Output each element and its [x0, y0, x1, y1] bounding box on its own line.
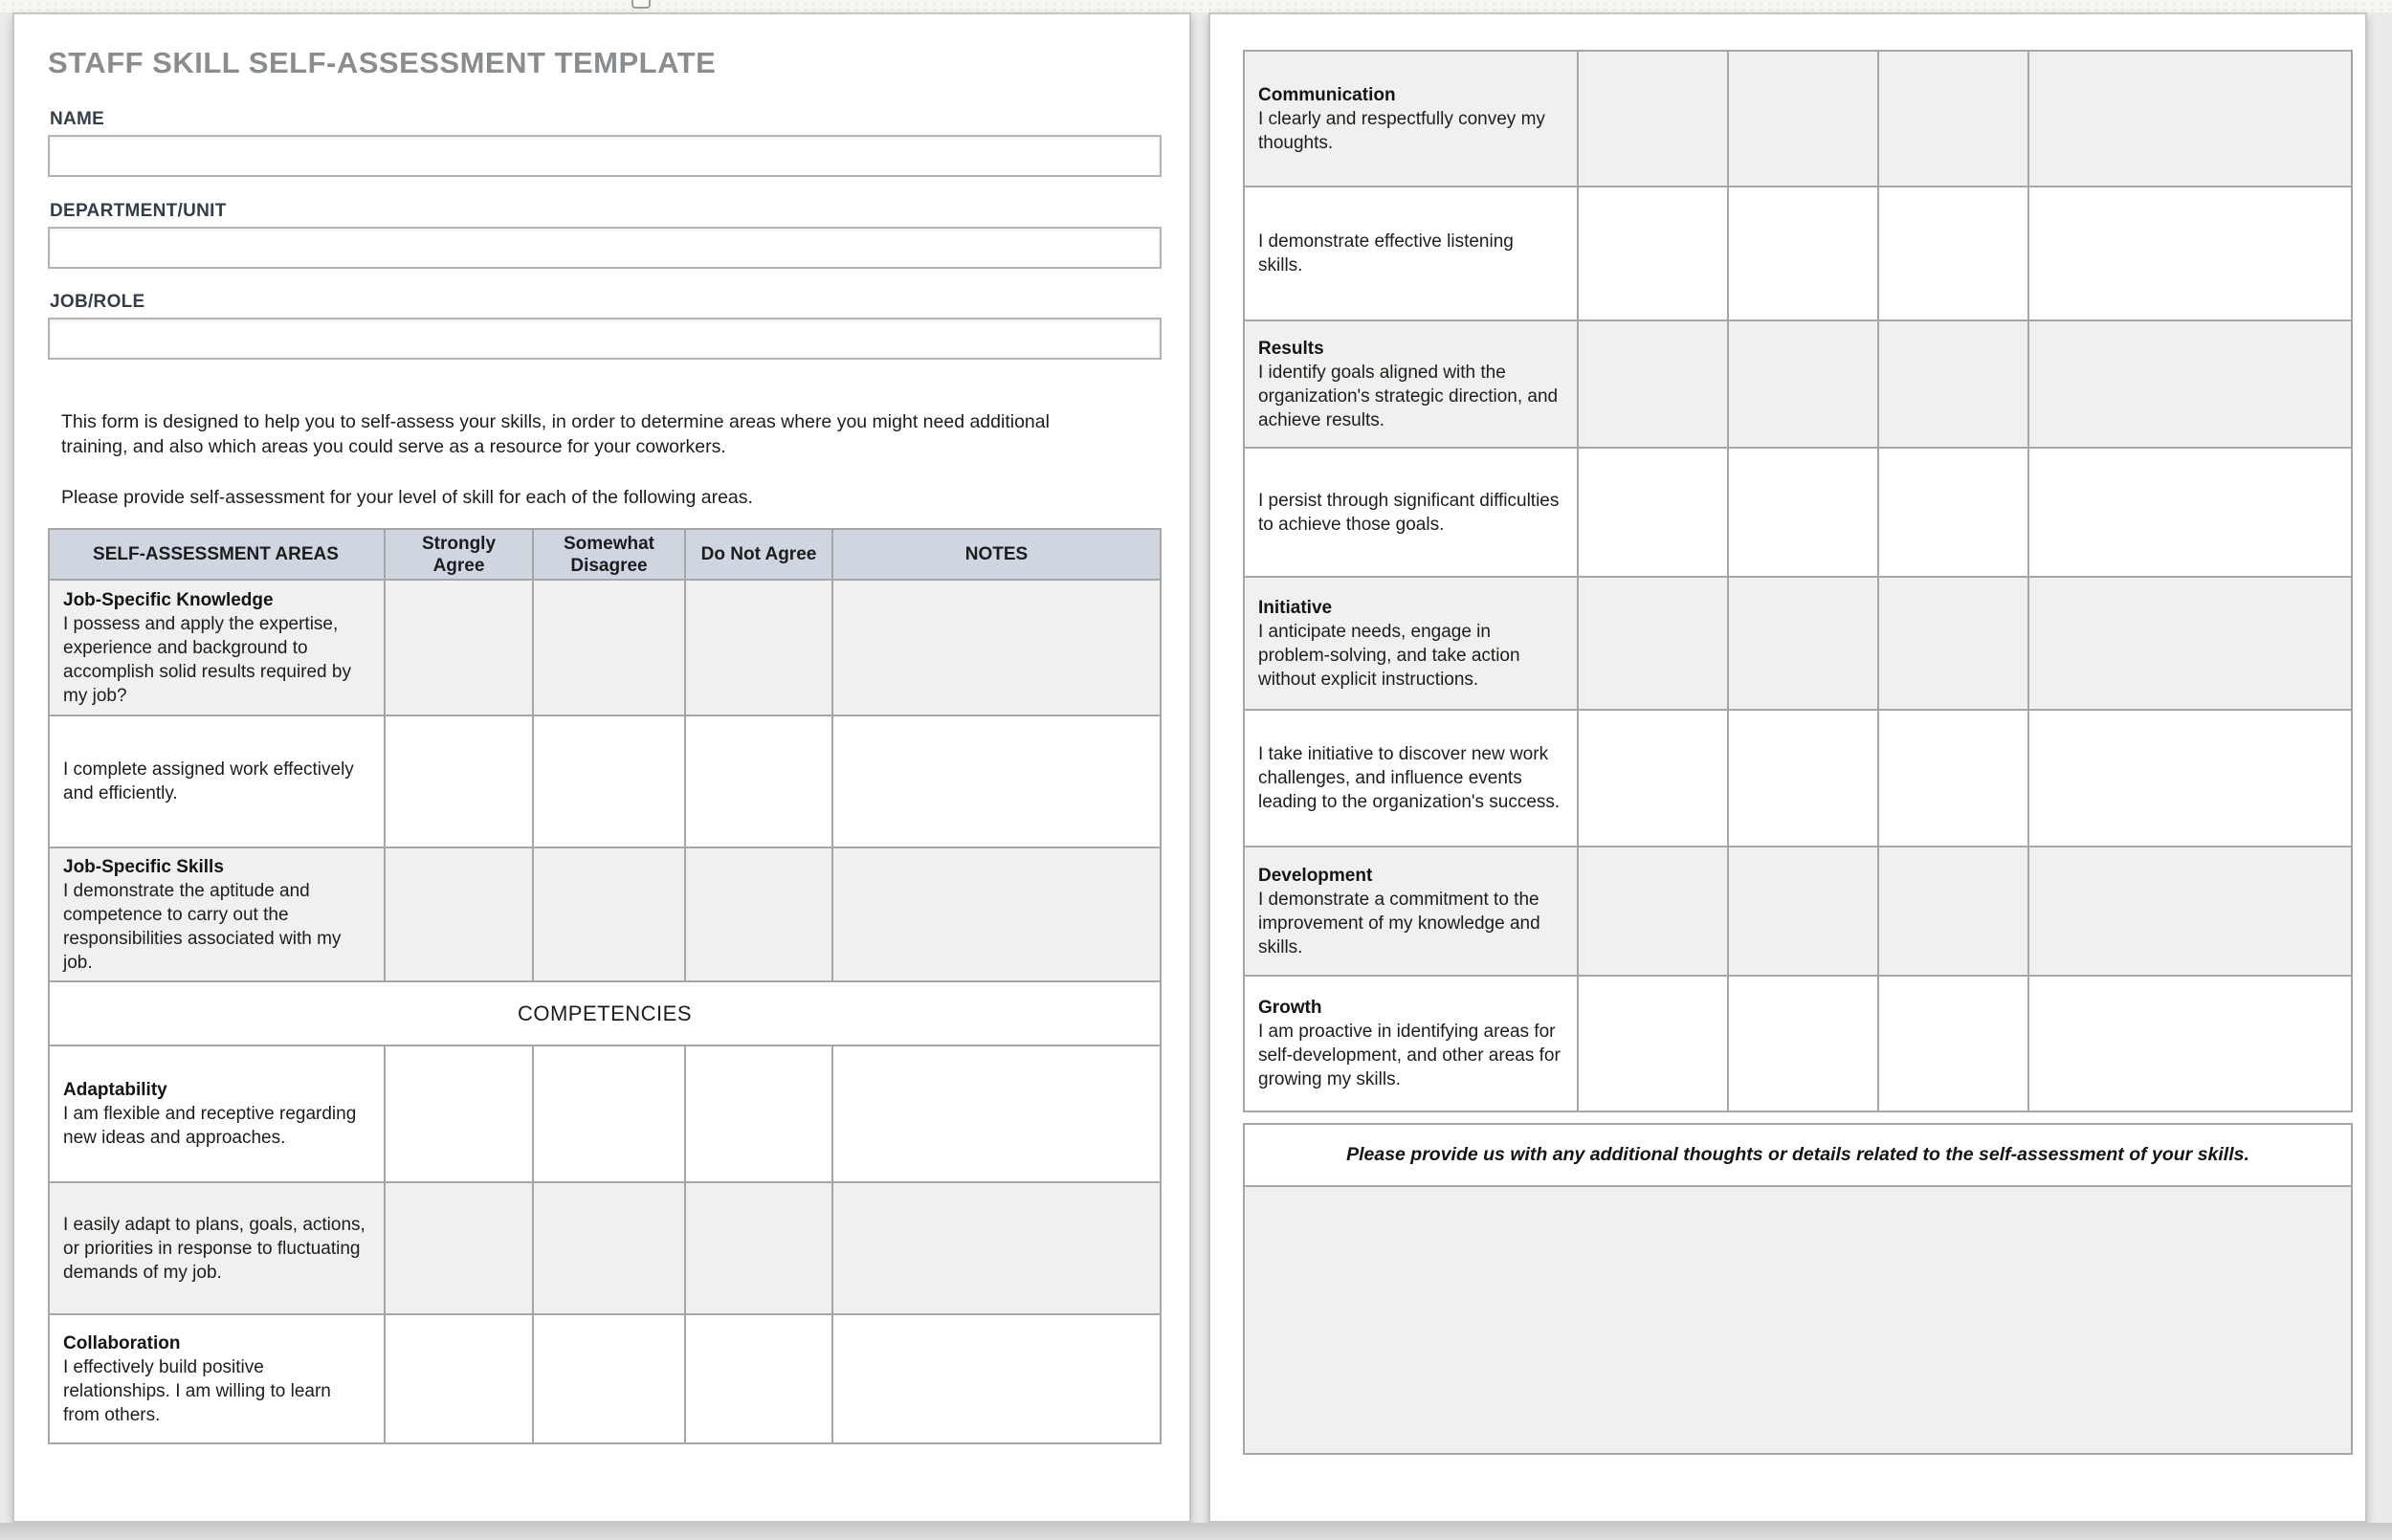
notes-cell[interactable] [2027, 977, 2351, 1111]
assessment-row [1245, 846, 2351, 975]
somewhat-disagree-cell[interactable] [1727, 977, 1877, 1111]
do-not-agree-cell[interactable] [1877, 187, 2027, 319]
notes-cell[interactable] [831, 848, 1160, 980]
job-role-input[interactable] [48, 318, 1162, 360]
header-areas: SELF-ASSESSMENT AREAS [50, 530, 384, 579]
intro-paragraph: This form is designed to help you to self-assess your skills, in order to determine areas where you might need additional training, and also which areas you could serve as a resource for your coworkers. [61, 411, 1050, 457]
area-text: I demonstrate effective listening skills. [1258, 231, 1514, 275]
strongly-agree-cell[interactable] [384, 848, 532, 980]
assessment-area-cell [1245, 711, 1577, 846]
assessment-area-cell [1245, 977, 1577, 1111]
assessment-table [48, 528, 1162, 1444]
strongly-agree-cell[interactable] [1577, 977, 1727, 1111]
notes-cell[interactable] [831, 581, 1160, 715]
header-strongly-agree: Strongly Agree [384, 530, 532, 579]
strongly-agree-cell[interactable] [1577, 711, 1727, 846]
competencies-section-header: COMPETENCIES [517, 1001, 693, 1025]
area-text: I demonstrate the aptitude and competence to carry out the responsibilities associated with my job. [63, 880, 342, 973]
additional-thoughts-prompt-cell [1245, 1125, 2351, 1185]
notes-cell[interactable] [2027, 321, 2351, 447]
somewhat-disagree-cell[interactable] [1727, 187, 1877, 319]
notes-cell[interactable] [2027, 711, 2351, 846]
assessment-row [1245, 447, 2351, 576]
area-title: Results [1258, 338, 1324, 359]
notes-cell[interactable] [831, 716, 1160, 847]
do-not-agree-cell[interactable] [1877, 977, 2027, 1111]
header-notes: NOTES [831, 530, 1160, 579]
assessment-area-cell [1245, 321, 1577, 447]
assessment-row [1245, 319, 2351, 447]
strongly-agree-cell[interactable] [1577, 52, 1727, 186]
do-not-agree-cell[interactable] [684, 1315, 831, 1442]
job-role-label: JOB/ROLE [50, 292, 145, 312]
area-text: I am flexible and receptive regarding new ideas and approaches. [63, 1104, 357, 1148]
assessment-row [50, 1313, 1160, 1442]
notes-cell[interactable] [2027, 847, 2351, 975]
somewhat-disagree-cell[interactable] [532, 1046, 684, 1181]
do-not-agree-cell[interactable] [1877, 711, 2027, 846]
assessment-row [1245, 975, 2351, 1111]
header-somewhat-disagree: Somewhat Disagree [532, 530, 684, 579]
area-title: Initiative [1258, 597, 1333, 618]
somewhat-disagree-cell[interactable] [532, 1183, 684, 1313]
top-strip [0, 0, 2392, 12]
additional-thoughts-textarea[interactable] [1245, 1187, 2351, 1453]
area-text: I take initiative to discover new work challenges, and influence events leading to the organization's success. [1258, 744, 1561, 812]
area-text: I demonstrate a commitment to the improvement of my knowledge and skills. [1258, 889, 1540, 957]
additional-thoughts-prompt: Please provide us with any additional thoughts or details related to the self-assessment of your skills. [1346, 1144, 2249, 1165]
somewhat-disagree-cell[interactable] [532, 716, 684, 847]
document-page-left [12, 12, 1191, 1523]
assessment-area-cell [50, 581, 384, 715]
header-do-not-agree: Do Not Agree [684, 530, 831, 579]
assessment-row [1245, 576, 2351, 709]
document-page-right [1208, 12, 2367, 1523]
additional-thoughts-section [1243, 1123, 2353, 1455]
strongly-agree-cell[interactable] [1577, 847, 1727, 975]
area-title: Development [1258, 865, 1373, 886]
somewhat-disagree-cell[interactable] [532, 1315, 684, 1442]
department-label: DEPARTMENT/UNIT [50, 201, 227, 221]
assessment-area-cell [50, 848, 384, 980]
area-text: I clearly and respectfully convey my thoughts. [1258, 108, 1545, 153]
somewhat-disagree-cell[interactable] [1727, 578, 1877, 709]
do-not-agree-cell[interactable] [684, 1183, 831, 1313]
bottom-background-strip [0, 1523, 2392, 1540]
do-not-agree-cell[interactable] [1877, 449, 2027, 576]
somewhat-disagree-cell[interactable] [1727, 321, 1877, 447]
notes-cell[interactable] [2027, 52, 2351, 186]
partial-tab[interactable] [631, 0, 651, 9]
area-title: Growth [1258, 998, 1322, 1018]
strongly-agree-cell[interactable] [1577, 449, 1727, 576]
do-not-agree-cell[interactable] [684, 848, 831, 980]
assessment-row [1245, 709, 2351, 846]
area-text: I possess and apply the expertise, experience and background to accomplish solid results required by my job? [63, 613, 351, 706]
notes-cell[interactable] [831, 1183, 1160, 1313]
area-text: I effectively build positive relationships. I am willing to learn from others. [63, 1356, 331, 1425]
area-title: Adaptability [63, 1080, 167, 1100]
department-input[interactable] [48, 227, 1162, 269]
name-input[interactable] [48, 135, 1162, 177]
assessment-area-cell [50, 1046, 384, 1181]
notes-cell[interactable] [2027, 449, 2351, 576]
area-title: Collaboration [63, 1332, 181, 1353]
area-title: Communication [1258, 84, 1396, 105]
competencies-section-row [50, 980, 1160, 1045]
somewhat-disagree-cell[interactable] [1727, 847, 1877, 975]
do-not-agree-cell[interactable] [1877, 578, 2027, 709]
area-title: Job-Specific Knowledge [63, 589, 274, 610]
assessment-row [1245, 52, 2351, 186]
somewhat-disagree-cell[interactable] [1727, 52, 1877, 186]
strongly-agree-cell[interactable] [1577, 321, 1727, 447]
strongly-agree-cell[interactable] [384, 1183, 532, 1313]
do-not-agree-cell[interactable] [684, 716, 831, 847]
assessment-row [1245, 186, 2351, 319]
assessment-row [50, 1181, 1160, 1313]
do-not-agree-cell[interactable] [1877, 847, 2027, 975]
table-header-row [50, 530, 1160, 579]
area-text: I identify goals aligned with the organization's strategic direction, and achieve results. [1258, 362, 1559, 430]
area-text: I am proactive in identifying areas for self-development, and other areas for growing my skills. [1258, 1022, 1561, 1089]
somewhat-disagree-cell[interactable] [532, 848, 684, 980]
additional-thoughts-input-row [1245, 1185, 2351, 1453]
assessment-row [50, 1045, 1160, 1181]
area-text: I persist through significant difficulties to achieve those goals. [1258, 490, 1560, 535]
additional-thoughts-header-row [1245, 1125, 2351, 1185]
notes-cell[interactable] [2027, 187, 2351, 319]
area-text: I anticipate needs, engage in problem-solving, and take action without explicit instructions. [1258, 621, 1520, 690]
assessment-area-cell [1245, 187, 1577, 319]
somewhat-disagree-cell[interactable] [1727, 711, 1877, 846]
do-not-agree-cell[interactable] [1877, 52, 2027, 186]
somewhat-disagree-cell[interactable] [532, 581, 684, 715]
strongly-agree-cell[interactable] [1577, 578, 1727, 709]
notes-cell[interactable] [2027, 578, 2351, 709]
do-not-agree-cell[interactable] [1877, 321, 2027, 447]
notes-cell[interactable] [831, 1046, 1160, 1181]
assessment-row [50, 579, 1160, 715]
assessment-area-cell [50, 1315, 384, 1442]
do-not-agree-cell[interactable] [684, 1046, 831, 1181]
assessment-area-cell [1245, 449, 1577, 576]
strongly-agree-cell[interactable] [384, 1315, 532, 1442]
strongly-agree-cell[interactable] [384, 1046, 532, 1181]
area-text: I easily adapt to plans, goals, actions, or priorities in response to fluctuating demands of my job. [63, 1214, 365, 1283]
do-not-agree-cell[interactable] [684, 581, 831, 715]
area-title: Job-Specific Skills [63, 856, 224, 877]
strongly-agree-cell[interactable] [384, 716, 532, 847]
assessment-area-cell [1245, 52, 1577, 186]
assessment-area-cell [1245, 578, 1577, 709]
assessment-table-continued [1243, 50, 2353, 1112]
somewhat-disagree-cell[interactable] [1727, 449, 1877, 576]
assessment-row [50, 715, 1160, 847]
notes-cell[interactable] [831, 1315, 1160, 1442]
assessment-row [50, 847, 1160, 980]
strongly-agree-cell[interactable] [384, 581, 532, 715]
name-label: NAME [50, 109, 105, 129]
area-text: I complete assigned work effectively and efficiently. [63, 759, 354, 803]
strongly-agree-cell[interactable] [1577, 187, 1727, 319]
instruction-paragraph: Please provide self-assessment for your level of skill for each of the following areas. [61, 487, 753, 508]
assessment-area-cell [50, 1183, 384, 1313]
assessment-area-cell [1245, 847, 1577, 975]
document-title: STAFF SKILL SELF-ASSESSMENT TEMPLATE [48, 46, 717, 79]
assessment-area-cell [50, 716, 384, 847]
